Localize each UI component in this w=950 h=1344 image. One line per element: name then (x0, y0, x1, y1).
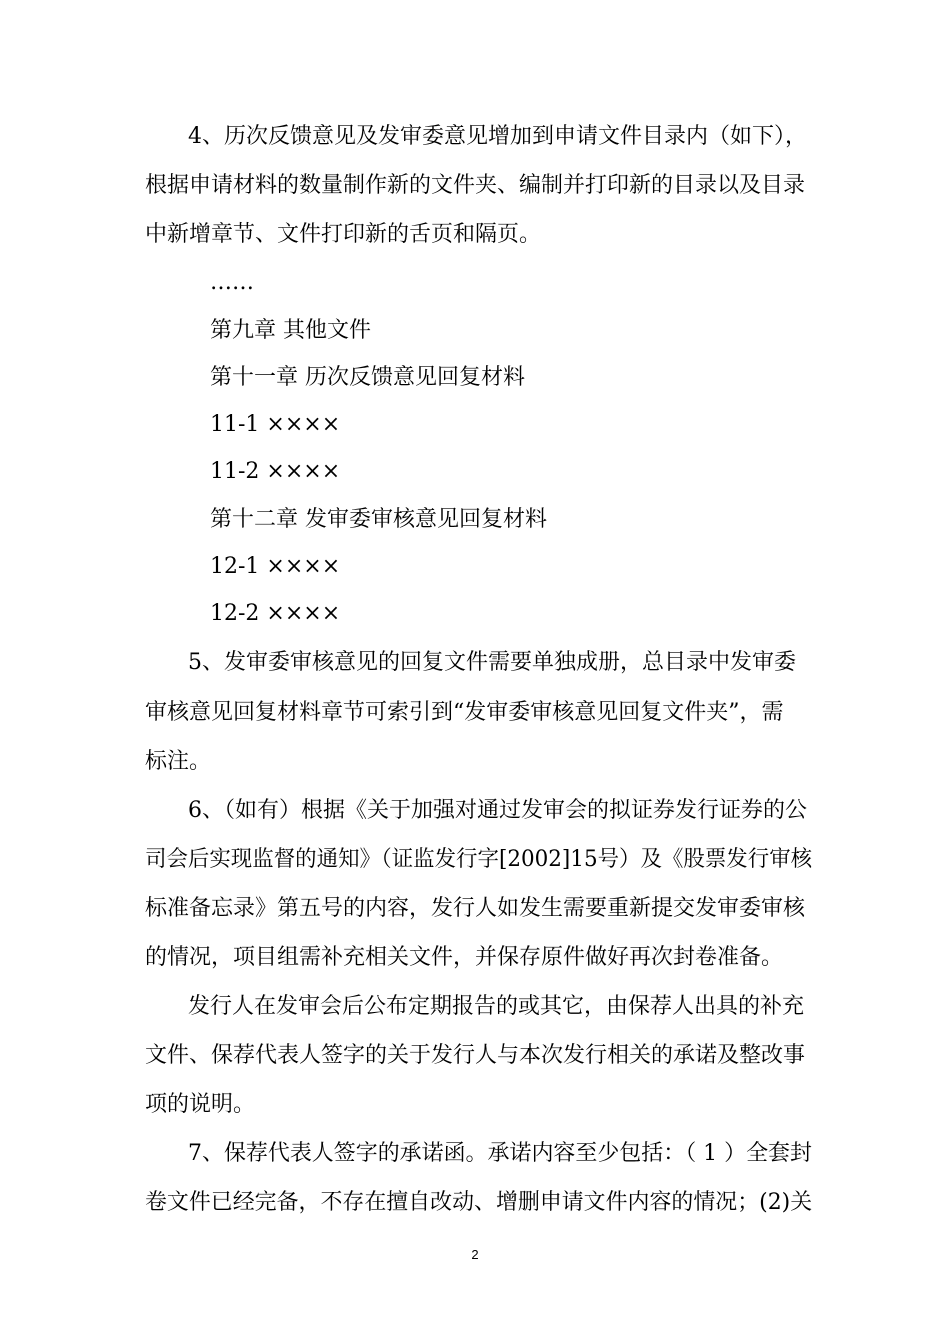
paragraph-4-line-2: 根据申请材料的数量制作新的文件夹、编制并打印新的目录以及目录 (145, 173, 806, 198)
paragraph-issuer-line-2: 文件、保荐代表人签字的关于发行人与本次发行相关的承诺及整改事 (145, 1043, 806, 1068)
toc-item-12-1: 12-1 ×××× (210, 554, 341, 579)
paragraph-5-line-2: 审核意见回复材料章节可索引到“发审委审核意见回复文件夹”，需 (145, 700, 784, 725)
paragraph-6-line-1: 6、（如有）根据《关于加强对通过发审会的拟证券发行证券的公 (188, 798, 807, 823)
paragraph-issuer-line-1: 发行人在发审会后公布定期报告的或其它，由保荐人出具的补充 (188, 994, 805, 1019)
toc-item-12-2: 12-2 ×××× (210, 601, 341, 626)
paragraph-7-line-2: 卷文件已经完备，不存在擅自改动、增删申请文件内容的情况；(2)关 (145, 1190, 813, 1215)
paragraph-6-line-3: 标准备忘录》第五号的内容，发行人如发生需要重新提交发审委审核 (145, 896, 806, 921)
toc-ellipsis: …… (210, 270, 254, 295)
paragraph-5-line-1: 5、发审委审核意见的回复文件需要单独成册，总目录中发审委 (188, 650, 796, 675)
toc-chapter-12: 第十二章 发审委审核意见回复材料 (210, 507, 547, 532)
paragraph-6-line-2: 司会后实现监督的通知》（证监发行字[2002]15号）及《股票发行审核 (145, 847, 813, 872)
paragraph-4-line-3: 中新增章节、文件打印新的舌页和隔页。 (145, 222, 542, 247)
toc-chapter-11: 第十一章 历次反馈意见回复材料 (210, 365, 525, 390)
toc-chapter-9: 第九章 其他文件 (210, 318, 371, 343)
page-number: 2 (471, 1247, 479, 1262)
paragraph-6-line-4: 的情况，项目组需补充相关文件，并保存原件做好再次封卷准备。 (145, 945, 784, 970)
paragraph-4-line-1: 4、历次反馈意见及发审委意见增加到申请文件目录内（如下）， (188, 124, 807, 149)
paragraph-7-line-1: 7、保荐代表人签字的承诺函。承诺内容至少包括：（ 1 ）全套封 (188, 1141, 812, 1166)
paragraph-issuer-line-3: 项的说明。 (145, 1092, 256, 1117)
paragraph-5-line-3: 标注。 (145, 749, 212, 774)
toc-item-11-2: 11-2 ×××× (210, 459, 341, 484)
toc-item-11-1: 11-1 ×××× (210, 412, 341, 437)
